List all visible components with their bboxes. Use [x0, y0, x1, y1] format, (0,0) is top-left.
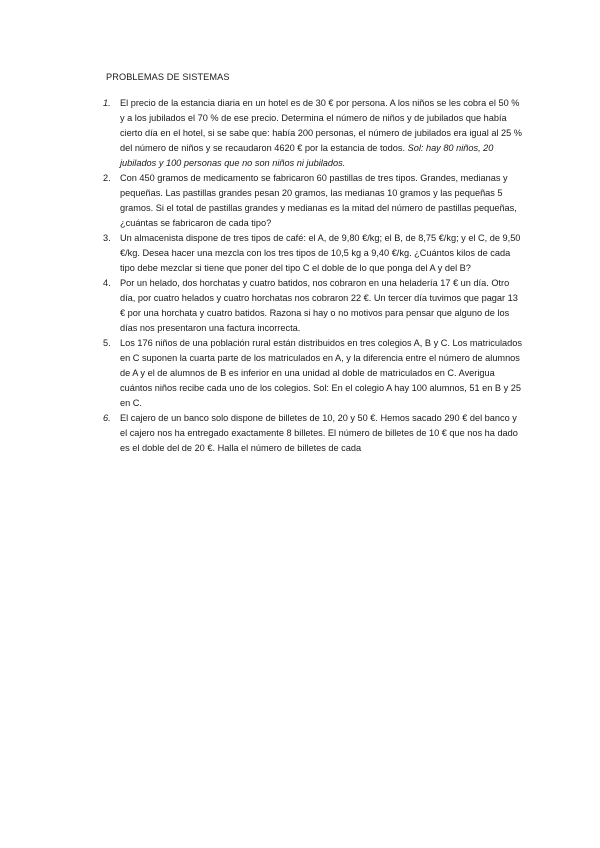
problem-item-4 — [103, 276, 523, 336]
problem-text: Los 176 niños de una población rural están distribuidos en tres colegios A, B y C. Los matriculados en C suponen la cuarta parte de los matriculados en A, y la diferencia entre el número de alumnos de A y el de alumnos de B es inferior en una unidad al doble de matriculados en C. Averigua cuántos niños recibe cada uno de los colegios. — [120, 338, 522, 393]
problem-list — [103, 96, 523, 456]
document-title: PROBLEMAS DE SISTEMAS — [106, 72, 230, 82]
problem-solution: Sol: hay 80 niños, 20 jubilados y 100 personas que no son niños ni jubilados. — [120, 143, 494, 168]
problem-text-wrapper — [120, 336, 523, 411]
problem-number: 1. — [103, 98, 111, 108]
problem-solution: Sol: En el colegio A hay 100 alumnos, 51 en B y 25 en C. — [120, 383, 521, 408]
problem-item-6 — [103, 411, 523, 456]
problem-number: 5. — [103, 338, 111, 348]
problem-item-3 — [103, 231, 523, 276]
problem-number: 6. — [103, 413, 111, 423]
problem-text: Con 450 gramos de medicamento se fabricaron 60 pastillas de tres tipos. Grandes, medianas y pequeñas. Las pastillas grandes pesan 20 gramos, las medianas 10 gramos y las pequeñas 5 gramos. Si el total de pastillas grandes y medianas es la mitad del número de pastillas pequeñas, ¿cuántas se fabricaron de cada tipo? — [120, 173, 517, 228]
problem-item-1 — [103, 96, 523, 171]
problem-number: 2. — [103, 173, 111, 183]
problem-text: El cajero de un banco solo dispone de billetes de 10, 20 y 50 €. Hemos sacado 290 € del banco y el cajero nos ha entregado exactamente 8 billetes. El número de billetes de 10 € que nos ha dado es el doble del de 20 €. Halla el número de billetes de cada — [120, 413, 518, 453]
problem-item-2 — [103, 171, 523, 231]
problem-item-5 — [103, 336, 523, 411]
problem-text: Un almacenista dispone de tres tipos de café: el A, de 9,80 €/kg; el B, de 8,75 €/kg; y el C, de 9,50 €/kg. Desea hacer una mezcla con los tres tipos de 10,5 kg a 9,40 €/kg. ¿Cuántos kilos de cada tipo debe mezclar si tiene que poner del tipo C el doble de lo que ponga del A y del B? — [120, 233, 521, 273]
problem-text: El precio de la estancia diaria en un hotel es de 30 € por persona. A los niños se les cobra el 50 % y a los jubilados el 70 % de ese precio. Determina el número de niños y de jubilados que había cierto día en el hotel, si se sabe que: había 200 personas, el número de jubilados era igual al 25 % del número de niños y se recaudaron 4620 € por la estancia de todos. — [120, 98, 522, 153]
problem-text-wrapper — [120, 96, 523, 171]
problem-text: Por un helado, dos horchatas y cuatro batidos, nos cobraron en una heladería 17 € un día. Otro día, por cuatro helados y cuatro horchatas nos cobraron 22 €. Un tercer día tuvimos que pagar 13 € por una horchata y cuatro batidos. Razona si hay o no motivos para pensar que alguno de los días nos presentaron una factura incorrecta. — [120, 278, 518, 333]
problem-number: 3. — [103, 233, 111, 243]
problem-number: 4. — [103, 278, 111, 288]
